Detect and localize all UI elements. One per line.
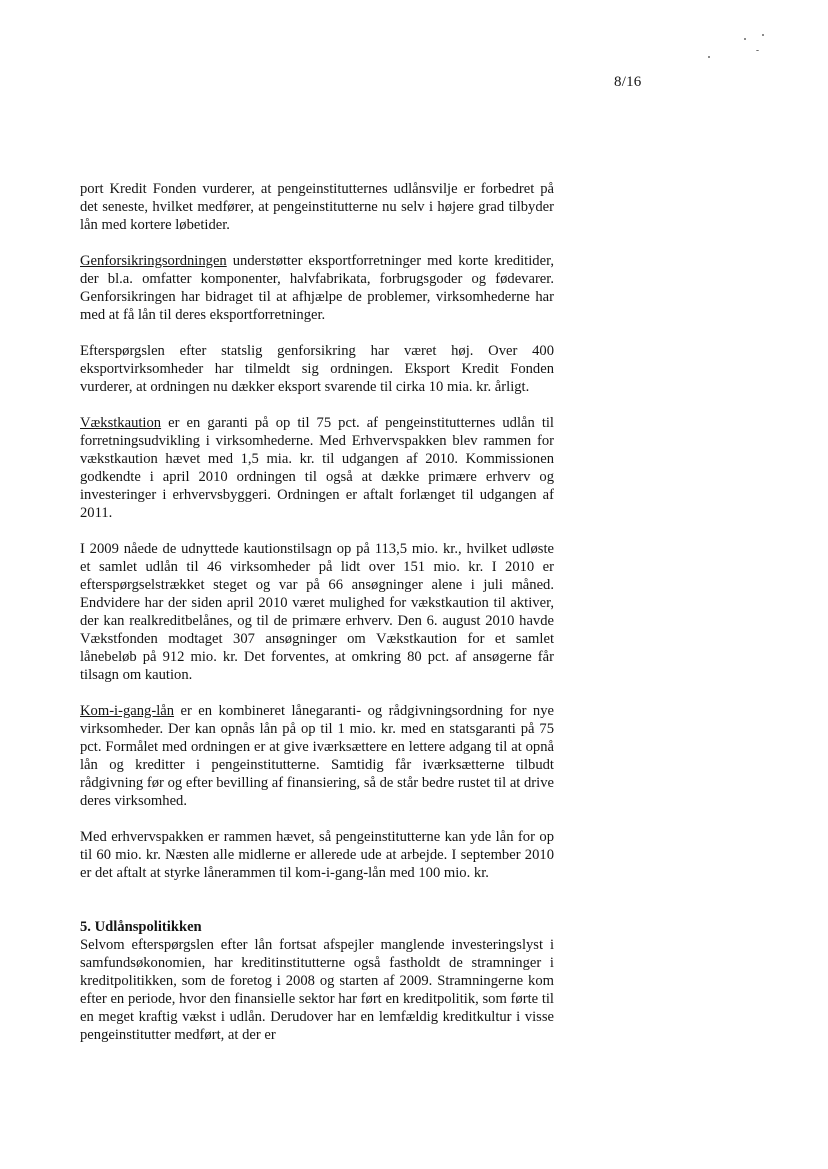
term-kom-i-gang-lan: Kom-i-gang-lån	[80, 703, 175, 719]
document-body	[80, 180, 554, 1062]
paragraph-lending-policy: Selvom efterspørgslen efter lån fortsat afspejler manglende investeringslyst i samfundsøkonomien, har kreditinstitutterne også fastholdt de stramninger i kreditpolitikken, som de foretog i 2008 og starten af 2009. Stramningerne kom efter en periode, hvor den finansielle sektor har ført en kreditpolitik, som førte til en meget kraftig vækst i udlån. Derudover har en lemfældig kreditkultur i visse pengeinstitutter medført, at der er	[80, 937, 554, 1043]
section-heading: 5. Udlånspolitikken	[80, 919, 202, 935]
paragraph-reinsurance	[80, 252, 554, 324]
term-genforsikringsordningen: Genforsikringsordningen	[80, 253, 227, 269]
paragraph-guarantee-statistics: I 2009 nåede de udnyttede kautionstilsagn op på 113,5 mio. kr., hvilket udløste et samlet udlån til 46 virksomheder på lidt over 151 mio. kr. I 2010 er efterspørgselstrækket steget og var på 66 ansøgninger alene i juli måned. Endvidere har der siden april 2010 været mulighed for vækstkaution til aktiver, der kan realkreditbelånes, og til de primære erhverv. Den 6. august 2010 havde Vækstfonden modtaget 307 ansøgninger om Vækstkaution for et samlet lånebeløb på 912 mio. kr. Det forventes, at omkring 80 pct. af ansøgerne får tilsagn om kaution.	[80, 541, 554, 683]
scan-specks	[700, 28, 790, 68]
paragraph-export-credit-fund: port Kredit Fonden vurderer, at pengeinstitutternes udlånsvilje er forbedret på det seneste, hvilket medfører, at pengeinstitutterne nu selv i højere grad tilbyder lån med kortere løbetider.	[80, 181, 554, 233]
paragraph-reinsurance-text: understøtter eksportforretninger med korte kreditider, der bl.a. omfatter komponenter, halvfabrikata, forbrugsgoder og fødevarer. Genforsikringen har bidraget til at afhjælpe de problemer, virksomhederne har med at få lån til deres eksportforretninger.	[80, 253, 554, 323]
paragraph-growth-guarantee-text: er en garanti på op til 75 pct. af pengeinstitutternes udlån til forretningsudvikling i virksomhederne. Med Erhvervspakken blev rammen for vækstkaution hævet med 1,5 mia. kr. til udgangen af 2010. Kommissionen godkendte i april 2010 ordningen til også at dække primære erhverv og investeringer i erhvervsbyggeri. Ordningen er aftalt forlænget til udgangen af 2011.	[80, 415, 554, 521]
paragraph-business-package: Med erhvervspakken er rammen hævet, så pengeinstitutterne kan yde lån for op til 60 mio. kr. Næsten alle midlerne er allerede ude at arbejde. I september 2010 er det aftalt at styrke lånerammen til kom-i-gang-lån med 100 mio. kr.	[80, 829, 554, 881]
paragraph-startup-loans	[80, 702, 554, 810]
page-number: 8/16	[614, 74, 642, 90]
paragraph-reinsurance-demand: Efterspørgslen efter statslig genforsikring har været høj. Over 400 eksportvirksomheder har tilmeldt sig ordningen. Eksport Kredit Fonden vurderer, at ordningen nu dækker eksport svarende til cirka 10 mia. kr. årligt.	[80, 343, 554, 395]
paragraph-growth-guarantee	[80, 414, 554, 522]
paragraph-startup-loans-text: er en kombineret lånegaranti- og rådgivningsordning for nye virksomheder. Der kan opnås lån på op til 1 mio. kr. med en statsgaranti på 75 pct. Formålet med ordningen er at give iværksættere en lettere adgang til at opnå lån og kreditter i pengeinstitutterne. Samtidig får iværksætterne tilbudt rådgivning før og efter bevilling af finansiering, så de står bedre rustet til at drive deres virksomhed.	[80, 703, 554, 809]
term-vaekstkaution: Vækstkaution	[80, 415, 162, 431]
